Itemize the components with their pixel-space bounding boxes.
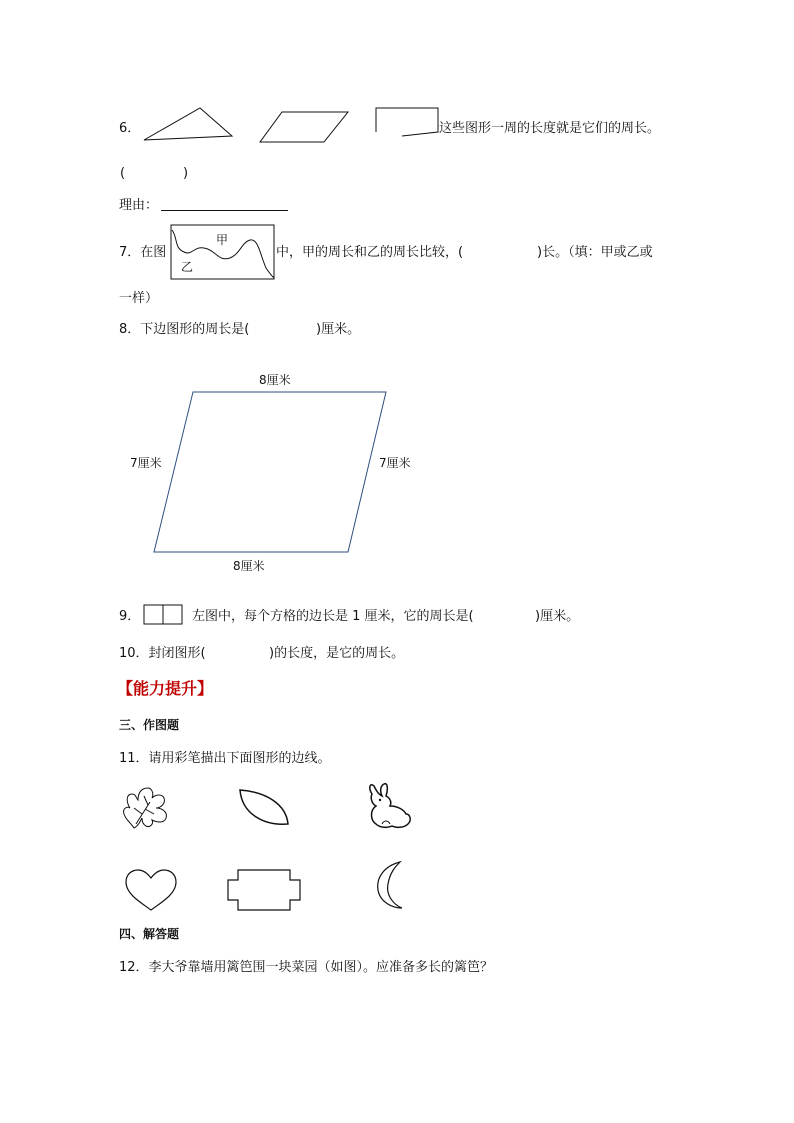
- q6-answer-paren-open: (: [120, 166, 126, 181]
- rabbit-outline-figure: [360, 780, 414, 832]
- section-title-ability: 【能力提升】: [117, 679, 214, 698]
- leaf-outline-figure: [120, 784, 176, 832]
- petal-outline-figure: [234, 786, 292, 828]
- q6-triangle-figure: [140, 104, 240, 144]
- q7-question-text-after: )长。（填：甲或乙或: [537, 245, 653, 260]
- crescent-moon-outline-figure: [370, 858, 410, 912]
- q9-question-text-after: )厘米。: [535, 609, 580, 624]
- q9-two-squares-figure: [143, 604, 185, 626]
- q7-label-yi: 乙: [181, 260, 194, 274]
- q7-label-jia: 甲: [216, 233, 229, 247]
- q7-intro: 7．在图: [119, 245, 167, 260]
- q10-question-text: 10．封闭图形(: [119, 646, 206, 661]
- q6-parallelogram-figure: [258, 110, 353, 146]
- part-three-heading: 三、作图题: [119, 718, 180, 732]
- q8-top-side-label: 8厘米: [259, 373, 291, 387]
- q6-answer-paren-close: ): [183, 166, 189, 181]
- q8-question-text: 8．下边图形的周长是(: [119, 322, 250, 337]
- q7-question-line2: 一样）: [119, 291, 159, 306]
- q8-left-side-label: 7厘米: [130, 456, 162, 470]
- q8-parallelogram-figure: [150, 388, 390, 558]
- q6-reason-label: 理由：: [119, 198, 159, 213]
- q11-question-text: 11．请用彩笔描出下面图形的边线。: [119, 751, 331, 766]
- notched-rectangle-outline-figure: [226, 868, 304, 912]
- q6-reason-answer-line[interactable]: [161, 210, 288, 211]
- q12-question-text: 12．李大爷靠墙用篱笆围一块菜园（如图）。应准备多长的篱笆？: [119, 960, 494, 975]
- q8-right-side-label: 7厘米: [379, 456, 411, 470]
- q6-number: 6．: [119, 121, 141, 136]
- q10-question-text-after: )的长度，是它的周长。: [269, 646, 405, 661]
- q9-question-text: 左图中，每个方格的边长是 1 厘米，它的周长是(: [192, 609, 474, 624]
- q7-question-text: 中，甲的周长和乙的周长比较，(: [276, 245, 464, 260]
- q9-number: 9．: [119, 609, 141, 624]
- q8-question-text-after: )厘米。: [316, 322, 361, 337]
- q6-open-shape-figure: [372, 104, 444, 144]
- q8-bottom-side-label: 8厘米: [233, 559, 265, 573]
- heart-outline-figure: [122, 866, 180, 914]
- part-four-heading: 四、解答题: [119, 927, 180, 941]
- q6-statement: 这些图形一周的长度就是它们的周长。: [439, 121, 661, 136]
